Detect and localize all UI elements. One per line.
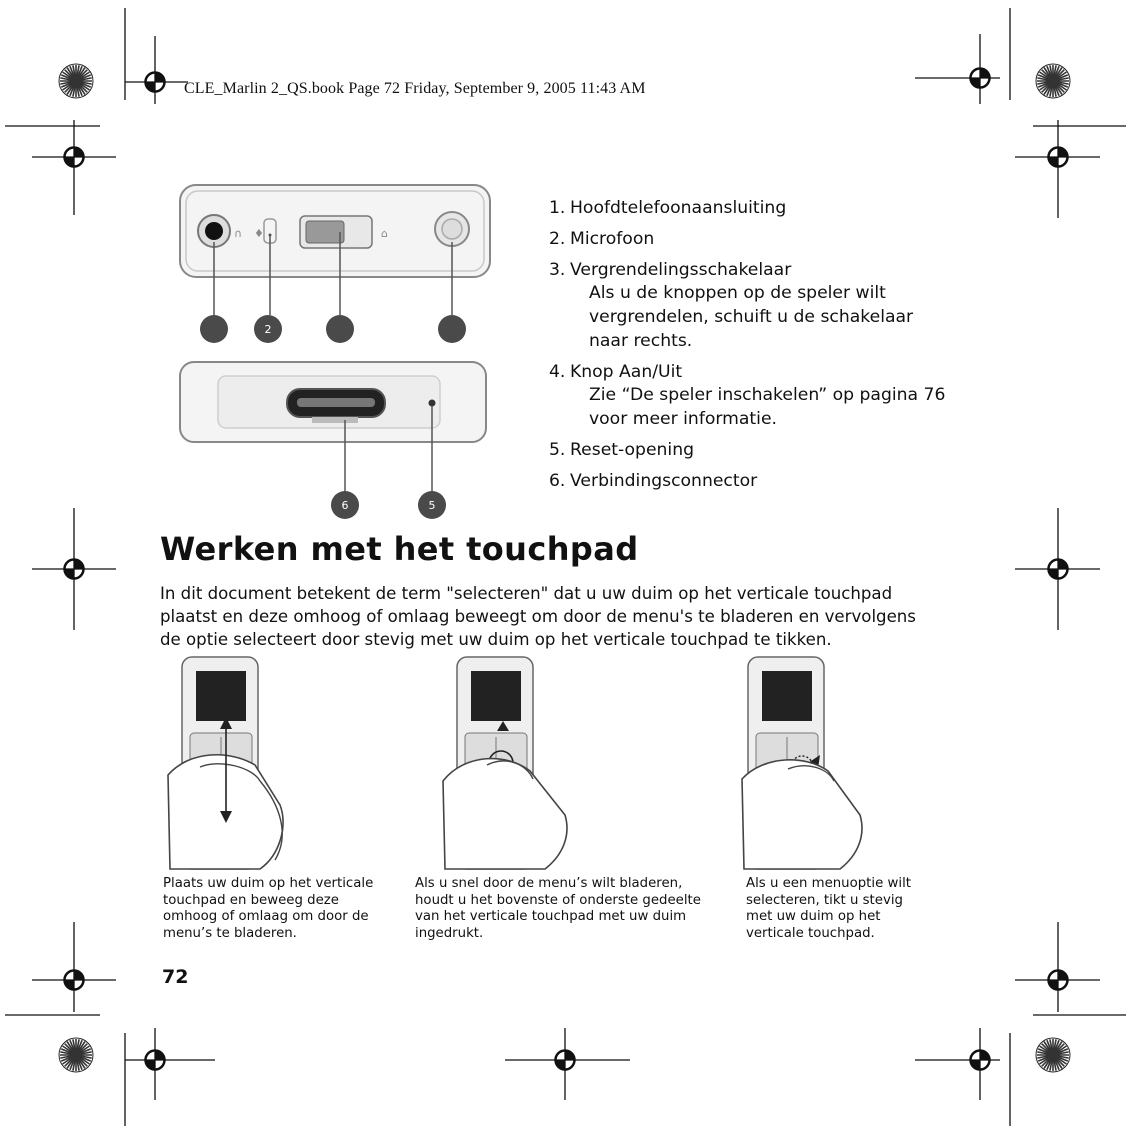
- legend-item: 6. Verbindingsconnector: [549, 471, 758, 491]
- book-slug-line: CLE_Marlin 2_QS.book Page 72 Friday, September 9, 2005 11:43 AM: [184, 80, 646, 97]
- legend-item: 5. Reset-opening: [549, 440, 695, 460]
- touchpad-select-illustration: [728, 655, 968, 870]
- mic-icon: ♦: [254, 227, 264, 240]
- legend-item: 3. Vergrendelingsschakelaar Als u de knoppen op de speler wilt vergrendelen, schuift u de schakelaar naar rechts.: [549, 258, 949, 353]
- legend-item: 2. Microfoon: [549, 229, 655, 249]
- callout-5-badge: [418, 491, 446, 519]
- section-heading: Werken met het touchpad: [160, 530, 639, 568]
- callout-2-badge: [254, 315, 282, 343]
- svg-text:1: 1: [210, 323, 218, 336]
- legend-description: Zie “De speler inschakelen” op pagina 76 voor meer informatie.: [589, 385, 946, 429]
- component-legend: [549, 196, 949, 500]
- callout-4-badge: [438, 315, 466, 343]
- intro-paragraph: In dit document betekent de term "selecteren" dat u uw duim op het verticale touchpad plaatst en deze omhoog of omlaag beweegt om door de menu's te bladeren en vervolgens de optie selecteert door stevig met uw duim op het verticale touchpad te tikken.: [160, 584, 916, 649]
- svg-text:2: 2: [264, 323, 272, 336]
- touchpad-scroll-illustration: [160, 655, 400, 870]
- legend-item: 4. Knop Aan/Uit Zie “De speler inschakelen” op pagina 76 voor meer informatie.: [549, 360, 949, 431]
- headphone-icon: ∩: [234, 227, 243, 240]
- svg-text:3: 3: [336, 323, 344, 336]
- legend-description: Als u de knoppen op de speler wilt vergrendelen, schuift u de schakelaar naar rechts.: [589, 283, 914, 351]
- caption-scroll: Plaats uw duim op het verticale touchpad en beweeg deze omhoog of omlaag om door de menu’s te bladeren.: [163, 876, 374, 941]
- callout-3-badge: [326, 315, 354, 343]
- caption-select: Als u een menuoptie wilt selecteren, tikt u stevig met uw duim op het verticale touchpad.: [746, 876, 911, 941]
- callout-6-badge: [331, 491, 359, 519]
- callout-1-badge: [200, 315, 228, 343]
- svg-text:6: 6: [341, 499, 349, 512]
- touchpad-fast-scroll-illustration: [415, 655, 655, 870]
- svg-text:4: 4: [448, 323, 456, 336]
- legend-item: 1. Hoofdtelefoonaansluiting: [549, 198, 787, 218]
- svg-text:5: 5: [428, 499, 436, 512]
- page-number: 72: [162, 966, 189, 988]
- caption-fast-scroll: Als u snel door de menu’s wilt bladeren, houdt u het bovenste of onderste gedeelte van het verticale touchpad met uw duim ingedrukt.: [415, 876, 701, 941]
- lock-icon: ⌂: [381, 227, 388, 240]
